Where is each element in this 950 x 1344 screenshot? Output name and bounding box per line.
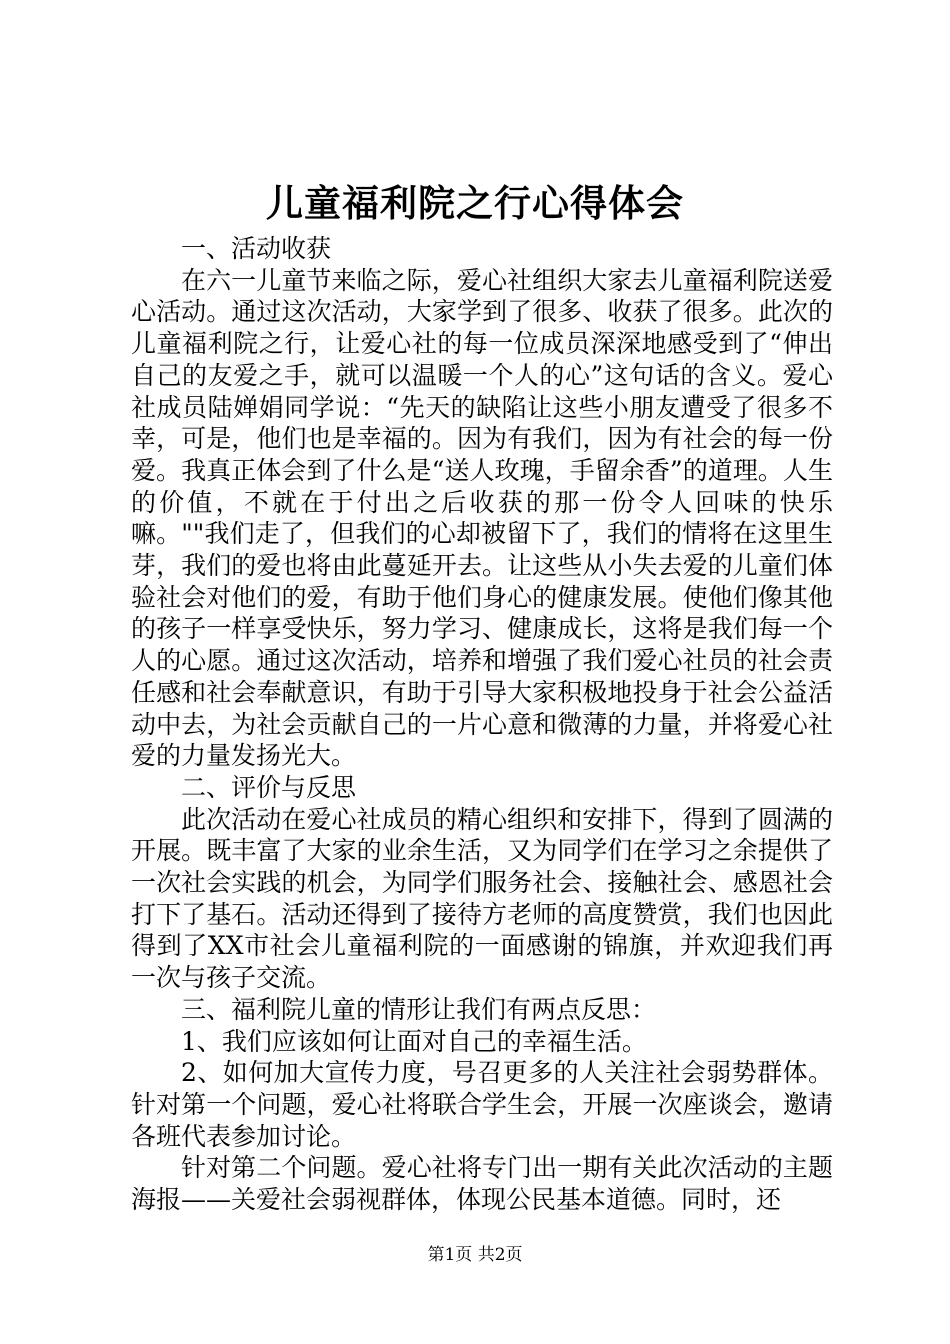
paragraph-activity-gains: 在六一儿童节来临之际，爱心社组织大家去儿童福利院送爱心活动。通过这次活动，大家学到了很多、收获了很多。此次的儿童福利院之行，让爱心社的每一位成员深深地感受到了“伸出自己的友爱之手，就可以温暖一个人的心”这句话的含义。爱心社成员陆婵娟同学说：“先天的缺陷让这些小朋友遭受了很多不幸，可是，他们也是幸福的。因为有我们，因为有社会的每一份爱。我真正体会到了什么是“送人玫瑰，手留余香”的道理。人生的价值，不就在于付出之后收获的那一份令人回味的快乐嘛。""我们走了，但我们的心却被留下了，我们的情将在这里生芽，我们的爱也将由此蔓延开去。让这些从小失去爱的儿童们体验社会对他们的爱，有助于他们身心的健康发展。使他们像其他的孩子一样享受快乐，努力学习、健康成长，这将是我们每一个人的心愿。通过这次活动，培养和增强了我们爱心社员的社会责任感和社会奉献意识，有助于引导大家积极地投身于社会公益活动中去，为社会贡献自己的一片心意和微薄的力量，并将爱心社爱的力量发扬光大。 — [131, 265, 833, 771]
heading-activity-gains: 一、活动收获 — [181, 234, 332, 263]
document-body — [131, 233, 833, 1216]
document-title: 儿童福利院之行心得体会 — [266, 181, 684, 225]
paragraph-evaluation: 此次活动在爱心社成员的精心组织和安排下，得到了圆满的开展。既丰富了大家的业余生活，又为同学们在学习之余提供了一次社会实践的机会，为同学们服务社会、接触社会、感恩社会打下了基石。活动还得到了接待方老师的高度赞赏，我们也因此得到了XX市社会儿童福利院的一面感谢的锦旗，并欢迎我们再一次与孩子交流。 — [131, 804, 833, 993]
reflection-item-1: 1、我们应该如何让面对自己的幸福生活。 — [181, 1026, 647, 1056]
page-number-footer: 第1页 共2页 — [427, 1245, 523, 1265]
heading-two-reflections: 三、福利院儿童的情形让我们有两点反思： — [181, 994, 657, 1024]
paragraph-second-problem: 针对第二个问题。爱心社将专门出一期有关此次活动的主题海报——关爱社会弱视群体，体现公民基本道德。同时，还 — [131, 1153, 833, 1215]
reflection-item-2: 2、如何加大宣传力度，号召更多的人关注社会弱势群体。针对第一个问题，爱心社将联合学生会，开展一次座谈会，邀请各班代表参加讨论。 — [131, 1058, 833, 1151]
heading-evaluation-reflection: 二、评价与反思 — [181, 772, 357, 802]
